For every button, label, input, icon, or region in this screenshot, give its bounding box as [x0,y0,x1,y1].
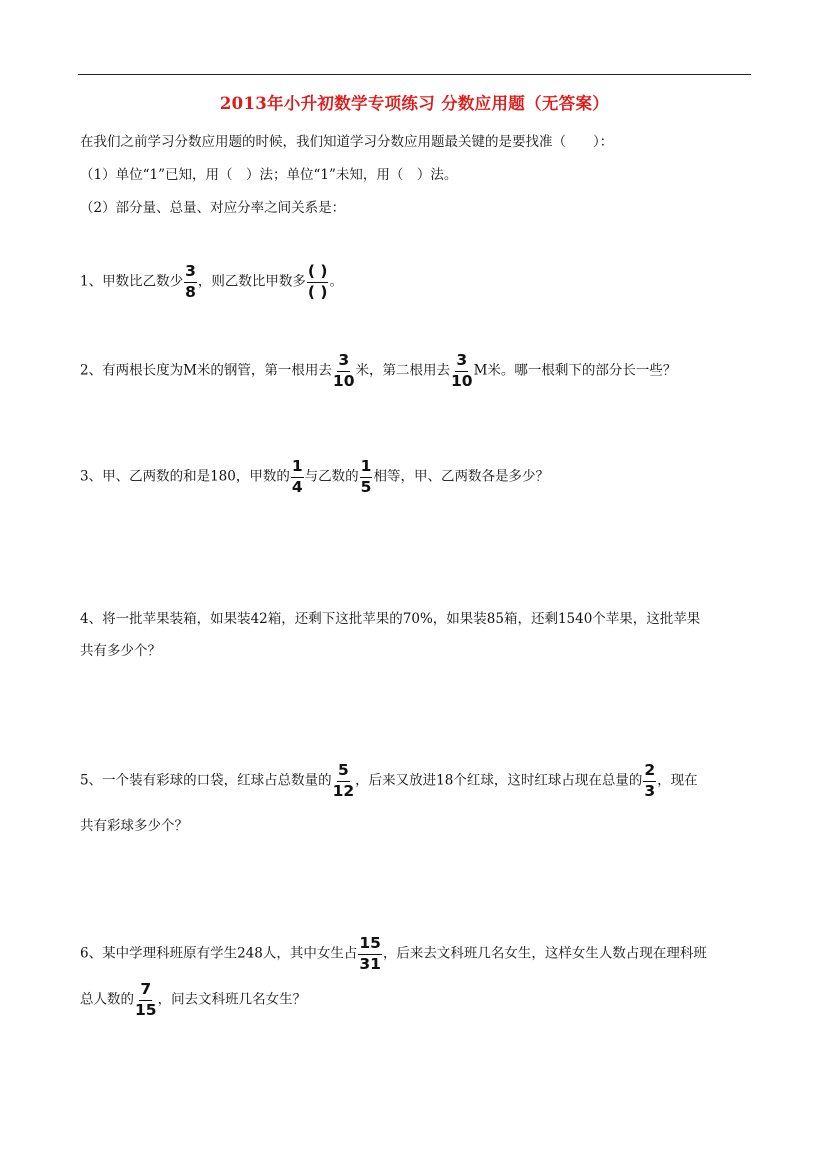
q1-fraction-2-den: ( ) [307,282,328,301]
q6-text-a: 6、某中学理科班原有学生248人，其中女生占 [80,945,358,962]
q2-text-b: 米，第二根用去 [355,362,450,379]
intro-line-3: （2）部分量、总量、对应分率之间关系是： [80,200,346,216]
q5-fraction-2-den: 3 [644,781,656,800]
q2-fraction-2 [451,353,473,389]
q1-fraction-1-num: 3 [184,264,197,283]
q6-text-b: ，后来去文科班几名女生，这样女生人数占现在理科班 [382,945,707,962]
q6-text-d: ，问去文科班几名女生？ [157,991,307,1008]
q1-fraction-1-den: 8 [185,282,196,301]
q5-fraction-1-num: 5 [337,763,350,782]
q6-fraction-2-den: 15 [135,1000,157,1019]
q6-fraction-1-den: 31 [359,954,381,973]
q3-fraction-1-den: 4 [291,477,303,496]
q1-text-c: 。 [329,273,343,290]
q2-text-a: 2、有两根长度为M米的钢管，第一根用去 [80,362,332,379]
q6-fraction-1 [358,936,382,972]
question-4-line-2: 共有多少个？ [80,643,161,659]
q2-fraction-1 [333,353,355,389]
q2-fraction-2-num: 3 [455,353,468,372]
q2-fraction-2-den: 10 [451,371,473,390]
q6-fraction-2-num: 7 [139,982,152,1001]
q6-fraction-2 [135,982,157,1018]
q1-text-a: 1、甲数比乙数少 [80,273,184,290]
q5-fraction-1 [333,763,355,799]
q6-fraction-1-num: 15 [358,936,382,955]
intro-line-2: （1）单位“1”已知，用（ ）法；单位“1”未知，用（ ）法。 [80,167,458,183]
question-6-line-1 [80,936,707,972]
q2-fraction-1-num: 3 [337,353,350,372]
q3-fraction-2 [360,459,373,495]
q3-fraction-1 [291,459,304,495]
question-5-line-2: 共有彩球多少个？ [80,818,188,834]
q3-fraction-2-num: 1 [360,459,373,478]
question-1 [80,264,343,300]
q1-text-b: ，则乙数比甲数多 [197,273,306,290]
q5-text-c: ，现在 [657,772,698,789]
q3-fraction-2-den: 5 [360,477,372,496]
q1-fraction-2 [307,264,329,300]
q3-text-b: 与乙数的 [304,468,359,485]
question-6-line-2 [80,982,306,1018]
q3-text-a: 3、甲、乙两数的和是180，甲数的 [80,468,290,485]
header-rule [78,74,751,75]
q2-fraction-1-den: 10 [332,371,355,390]
q5-text-a: 5、一个装有彩球的口袋，红球占总数量的 [80,772,332,789]
question-5 [80,763,698,799]
q6-text-c: 总人数的 [80,991,134,1008]
question-4-line-1: 4、将一批苹果装箱，如果装42箱，还剩下这批苹果的70%，如果装85箱，还剩1540个苹果，这批苹果 [80,611,701,627]
question-2 [80,353,676,389]
q5-text-b: ，后来又放进18个红球，这时红球占现在总量的 [355,772,643,789]
q1-fraction-2-num: ( ) [307,264,329,283]
q5-fraction-1-den: 12 [332,781,355,800]
q3-fraction-1-num: 1 [291,459,304,478]
page-title: 2013年小升初数学专项练习 分数应用题（无答案） [219,94,610,113]
question-3 [80,459,549,495]
intro-line-1: 在我们之前学习分数应用题的时候，我们知道学习分数应用题最关键的是要找准（ ）： [80,134,614,150]
q5-fraction-2 [643,763,656,799]
q3-text-c: 相等，甲、乙两数各是多少？ [373,468,549,485]
q1-fraction-1 [184,264,197,300]
q2-text-c: M米。哪一根剩下的部分长一些？ [473,362,677,379]
q5-fraction-2-num: 2 [643,763,656,782]
